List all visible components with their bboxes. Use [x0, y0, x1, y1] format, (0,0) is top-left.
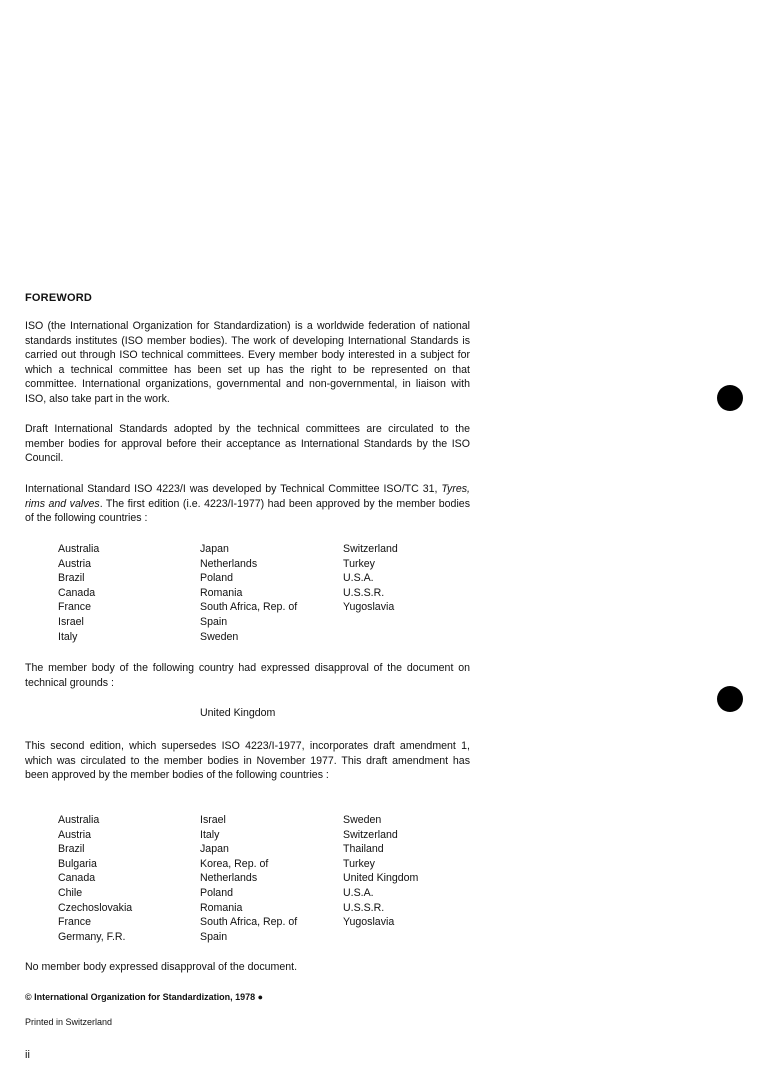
- paragraph-development-text: International Standard ISO 4223/I was developed by Technical Committee ISO/TC 31,: [25, 483, 442, 495]
- country-item: Italy: [58, 630, 78, 643]
- country-item: Yugoslavia: [343, 916, 395, 929]
- country-item: Czechoslovakia: [58, 901, 133, 914]
- country-item: Yugoslavia: [343, 601, 395, 614]
- paragraph-draft-standards: Draft International Standards adopted by the technical committees are circulated to the member bodies for approval before their acceptance as International Standards by the ISO Council.: [25, 423, 470, 465]
- country-item: Austria: [58, 828, 91, 841]
- country-item: South Africa, Rep. of: [200, 916, 298, 929]
- paragraph-development-text-end: . The first edition (i.e. 4223/I-1977) had been approved by the member bodies of the following countries :: [25, 497, 470, 525]
- country-item: Canada: [58, 872, 96, 885]
- country-item: France: [58, 601, 91, 614]
- country-item: Netherlands: [200, 872, 258, 885]
- country-item: Sweden: [343, 814, 382, 826]
- punch-hole-icon: [717, 686, 743, 712]
- country-column-1: [58, 542, 99, 644]
- foreword-heading: FOREWORD: [25, 292, 92, 304]
- country-item: Japan: [200, 543, 229, 555]
- country-item: Romania: [200, 586, 243, 599]
- country-item: Spain: [200, 615, 228, 628]
- punch-hole-icon: [717, 385, 743, 411]
- country-item: Australia: [58, 814, 100, 826]
- country-item: Italy: [200, 828, 220, 841]
- country-item: Korea, Rep. of: [200, 857, 269, 870]
- country-item: Brazil: [58, 572, 85, 585]
- country-item: Spain: [200, 930, 228, 943]
- country-item: Netherlands: [200, 557, 258, 570]
- country-item: Australia: [58, 543, 100, 555]
- country-item: Sweden: [200, 630, 239, 643]
- country-item: Bulgaria: [58, 857, 97, 870]
- country-column-1: [58, 813, 132, 944]
- country-item: United Kingdom: [343, 872, 419, 885]
- country-item: Turkey: [343, 857, 375, 870]
- country-item: Germany, F.R.: [58, 930, 126, 943]
- page-number: ii: [25, 1049, 30, 1061]
- country-item: U.S.S.R.: [343, 586, 385, 599]
- country-item: Japan: [200, 843, 229, 856]
- country-item: Turkey: [343, 557, 375, 570]
- paragraph-disapproval: The member body of the following country had expressed disapproval of the document on technical grounds :: [25, 662, 470, 689]
- disapproval-country: United Kingdom: [200, 707, 276, 719]
- country-item: Canada: [58, 586, 96, 599]
- country-column-3: [343, 542, 398, 615]
- country-item: Brazil: [58, 843, 85, 856]
- country-column-3: [343, 813, 418, 930]
- country-item: U.S.S.R.: [343, 901, 385, 914]
- paragraph-development: [25, 482, 470, 526]
- country-item: U.S.A.: [343, 572, 374, 585]
- country-item: Israel: [200, 814, 226, 826]
- country-column-2: [200, 542, 297, 644]
- country-item: Chile: [58, 886, 83, 899]
- country-item: South Africa, Rep. of: [200, 601, 298, 614]
- country-item: Poland: [200, 886, 233, 899]
- country-item: Austria: [58, 557, 91, 570]
- country-item: Poland: [200, 572, 233, 585]
- copyright-notice: © International Organization for Standardization, 1978 ●: [25, 992, 264, 1002]
- country-item: Thailand: [343, 843, 384, 856]
- country-item: Israel: [58, 615, 84, 628]
- paragraph-iso-intro: ISO (the International Organization for Standardization) is a worldwide federation of national standards institutes (ISO member bodies). The work of developing International Standards is carried out through ISO technical committees. Every member body interested in a subject for which a technical committee has been set up has the right to be represented on that committee. International organizations, governmental and non-governmental, in liaison with ISO, also take part in the work.: [25, 320, 470, 405]
- country-item: Switzerland: [343, 543, 398, 555]
- country-item: U.S.A.: [343, 886, 374, 899]
- country-item: France: [58, 916, 91, 929]
- paragraph-second-edition: This second edition, which supersedes ISO 4223/I-1977, incorporates draft amendment 1, which was circulated to the member bodies in November 1977. This draft amendment has been approved by the member bodies of the following countries :: [25, 740, 470, 782]
- country-item: Switzerland: [343, 828, 398, 841]
- committee-title: Tyres, rims and valves: [25, 483, 470, 510]
- printed-in: Printed in Switzerland: [25, 1017, 113, 1027]
- country-item: Romania: [200, 901, 243, 914]
- country-column-2: [200, 813, 297, 944]
- paragraph-no-disapproval: No member body expressed disapproval of the document.: [25, 961, 298, 973]
